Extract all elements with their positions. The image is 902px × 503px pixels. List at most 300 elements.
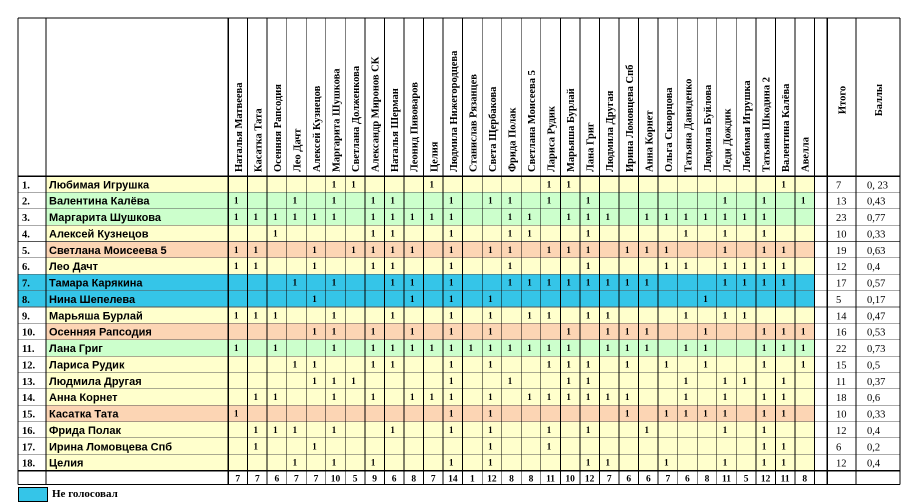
vote-mark: 1 bbox=[566, 326, 571, 337]
row-name: Валентина Калёва bbox=[49, 195, 150, 208]
row-number: 14. bbox=[22, 393, 36, 405]
table-row bbox=[18, 225, 900, 241]
column-total: 6 bbox=[274, 474, 280, 485]
table-row bbox=[18, 340, 900, 356]
vote-mark: 1 bbox=[546, 277, 552, 288]
vote-mark: 1 bbox=[605, 392, 610, 403]
vote-mark: 1 bbox=[390, 343, 395, 354]
row-name: Марьяша Бурлай bbox=[49, 310, 143, 323]
legend-label: Не голосовал bbox=[52, 488, 118, 500]
vote-mark: 1 bbox=[585, 261, 591, 272]
column-total: 8 bbox=[528, 474, 534, 485]
vote-mark: 1 bbox=[331, 326, 337, 337]
vote-mark: 1 bbox=[527, 228, 532, 239]
voter-header: Людмила Другая bbox=[605, 90, 617, 172]
vote-mark: 1 bbox=[761, 228, 767, 239]
row-fill bbox=[46, 323, 815, 339]
row-score: 0,4 bbox=[867, 458, 881, 470]
vote-mark: 1 bbox=[546, 195, 552, 206]
voter-header: Лео Дачт bbox=[292, 128, 304, 172]
voter-header: Касатка Тата bbox=[253, 108, 265, 172]
row-name: Тамара Карякина bbox=[49, 277, 143, 290]
vote-mark: 1 bbox=[761, 392, 767, 403]
voter-header: Авелла bbox=[800, 137, 812, 172]
vote-mark: 1 bbox=[683, 408, 689, 419]
column-total: 9 bbox=[372, 474, 377, 485]
row-total: 6 bbox=[836, 442, 842, 454]
column-total: 5 bbox=[352, 474, 358, 485]
row-total: 5 bbox=[836, 294, 842, 306]
column-total: 11 bbox=[546, 474, 556, 485]
row-fill bbox=[46, 307, 815, 323]
vote-mark: 1 bbox=[781, 441, 786, 452]
vote-mark: 1 bbox=[234, 310, 239, 321]
vote-mark: 1 bbox=[722, 310, 728, 321]
vote-mark: 1 bbox=[703, 293, 708, 304]
row-number: 7. bbox=[22, 278, 30, 290]
vote-mark: 1 bbox=[761, 359, 767, 370]
vote-mark: 1 bbox=[409, 326, 415, 337]
column-total: 6 bbox=[645, 474, 651, 485]
column-total: 8 bbox=[509, 474, 514, 485]
vote-mark: 1 bbox=[644, 277, 650, 288]
vote-mark: 1 bbox=[625, 392, 630, 403]
vote-mark: 1 bbox=[722, 277, 728, 288]
vote-mark: 1 bbox=[585, 195, 591, 206]
vote-mark: 1 bbox=[468, 343, 474, 354]
row-name: Людмила Другая bbox=[49, 375, 142, 388]
vote-mark: 1 bbox=[527, 343, 532, 354]
row-score: 0, 23 bbox=[867, 180, 888, 192]
vote-mark: 1 bbox=[449, 261, 454, 272]
vote-mark: 1 bbox=[781, 326, 786, 337]
vote-mark: 1 bbox=[449, 244, 454, 255]
vote-mark: 1 bbox=[312, 244, 317, 255]
vote-mark: 1 bbox=[703, 359, 708, 370]
vote-mark: 1 bbox=[312, 441, 317, 452]
voter-header: Наталья Шерман bbox=[390, 88, 402, 172]
vote-mark: 1 bbox=[351, 179, 356, 190]
row-number: 8. bbox=[22, 294, 30, 306]
vote-mark: 1 bbox=[449, 293, 454, 304]
row-name: Лана Григ bbox=[49, 343, 103, 356]
vote-mark: 1 bbox=[253, 392, 259, 403]
vote-mark: 1 bbox=[703, 212, 708, 223]
vote-mark: 1 bbox=[644, 326, 650, 337]
row-number: 11. bbox=[22, 344, 35, 356]
vote-mark: 1 bbox=[449, 375, 454, 386]
row-name: Маргарита Шушкова bbox=[49, 212, 162, 225]
vote-mark: 1 bbox=[488, 244, 493, 255]
vote-mark: 1 bbox=[761, 457, 767, 468]
vote-mark: 1 bbox=[546, 343, 552, 354]
voter-header: Людмила Нижегородцева bbox=[448, 50, 460, 172]
voter-header: Осенняя Рапсодия bbox=[272, 84, 284, 172]
column-total: 14 bbox=[448, 474, 458, 485]
row-score: 0,37 bbox=[867, 376, 886, 388]
column-total: 7 bbox=[606, 474, 612, 485]
vote-mark: 1 bbox=[683, 392, 689, 403]
table-row bbox=[18, 405, 900, 421]
vote-mark: 1 bbox=[370, 261, 376, 272]
column-total: 8 bbox=[704, 474, 710, 485]
column-total: 6 bbox=[391, 474, 397, 485]
vote-mark: 1 bbox=[331, 277, 337, 288]
row-number: 13. bbox=[22, 376, 36, 388]
voter-header: Валентина Калёва bbox=[781, 83, 793, 172]
vote-mark: 1 bbox=[273, 392, 278, 403]
header-total: Итого bbox=[837, 85, 849, 115]
vote-mark: 1 bbox=[566, 179, 571, 190]
vote-mark: 1 bbox=[409, 277, 415, 288]
vote-mark: 1 bbox=[566, 277, 571, 288]
column-total: 8 bbox=[411, 474, 417, 485]
vote-mark: 1 bbox=[488, 293, 493, 304]
row-total: 19 bbox=[836, 245, 847, 257]
table-row bbox=[18, 372, 900, 388]
vote-mark: 1 bbox=[781, 408, 786, 419]
vote-mark: 1 bbox=[546, 359, 552, 370]
table-row bbox=[18, 291, 900, 307]
vote-mark: 1 bbox=[429, 179, 434, 190]
row-fill bbox=[46, 225, 815, 241]
vote-mark: 1 bbox=[234, 195, 239, 206]
row-score: 0,6 bbox=[867, 393, 881, 405]
voter-header: Светлана Моисеева 5 bbox=[527, 70, 539, 172]
vote-mark: 1 bbox=[234, 244, 239, 255]
vote-mark: 1 bbox=[507, 212, 513, 223]
vote-mark: 1 bbox=[761, 195, 767, 206]
vote-mark: 1 bbox=[449, 212, 454, 223]
vote-mark: 1 bbox=[722, 244, 728, 255]
row-score: 0,73 bbox=[867, 344, 886, 356]
vote-mark: 1 bbox=[546, 441, 552, 452]
vote-mark: 1 bbox=[331, 392, 337, 403]
vote-mark: 1 bbox=[449, 310, 454, 321]
voter-header: Лана Григ bbox=[585, 122, 597, 172]
vote-mark: 1 bbox=[800, 359, 806, 370]
vote-mark: 1 bbox=[488, 195, 493, 206]
vote-mark: 1 bbox=[742, 212, 747, 223]
vote-mark: 1 bbox=[488, 441, 493, 452]
row-score: 0,43 bbox=[867, 196, 886, 208]
vote-mark: 1 bbox=[781, 343, 786, 354]
vote-mark: 1 bbox=[449, 457, 454, 468]
vote-mark: 1 bbox=[390, 261, 395, 272]
vote-mark: 1 bbox=[507, 261, 513, 272]
vote-mark: 1 bbox=[781, 375, 786, 386]
voter-header: Светлана Долженкова bbox=[351, 65, 363, 172]
vote-mark: 1 bbox=[292, 359, 298, 370]
row-number: 4. bbox=[22, 229, 30, 241]
voter-header: Целия bbox=[429, 141, 441, 172]
vote-mark: 1 bbox=[331, 212, 337, 223]
voter-header: Маргарита Шушкова bbox=[331, 68, 343, 172]
vote-mark: 1 bbox=[488, 424, 493, 435]
vote-mark: 1 bbox=[488, 359, 493, 370]
vote-mark: 1 bbox=[664, 359, 669, 370]
row-total: 14 bbox=[836, 311, 847, 323]
vote-mark: 1 bbox=[605, 212, 610, 223]
vote-mark: 1 bbox=[488, 457, 493, 468]
vote-mark: 1 bbox=[253, 261, 259, 272]
vote-mark: 1 bbox=[703, 408, 708, 419]
row-number: 18. bbox=[22, 458, 36, 470]
vote-mark: 1 bbox=[507, 244, 513, 255]
vote-mark: 1 bbox=[683, 212, 689, 223]
row-total: 22 bbox=[836, 344, 847, 356]
row-total: 16 bbox=[836, 327, 847, 339]
vote-mark: 1 bbox=[312, 261, 317, 272]
table-row bbox=[18, 176, 900, 192]
vote-mark: 1 bbox=[370, 359, 376, 370]
vote-mark: 1 bbox=[761, 326, 767, 337]
row-fill bbox=[46, 192, 815, 208]
voter-header: Алексей Кузнецов bbox=[311, 85, 323, 172]
vote-mark: 1 bbox=[585, 424, 591, 435]
vote-mark: 1 bbox=[390, 244, 395, 255]
vote-mark: 1 bbox=[488, 310, 493, 321]
vote-mark: 1 bbox=[390, 359, 395, 370]
row-number: 15. bbox=[22, 409, 36, 421]
vote-mark: 1 bbox=[331, 179, 337, 190]
vote-mark: 1 bbox=[683, 375, 689, 386]
header-score: Баллы bbox=[874, 83, 885, 117]
row-total: 17 bbox=[836, 278, 847, 290]
row-total: 18 bbox=[836, 393, 847, 405]
vote-mark: 1 bbox=[429, 212, 434, 223]
voter-header: Татьяна Давиденко bbox=[683, 78, 695, 172]
table-row bbox=[18, 356, 900, 372]
vote-mark: 1 bbox=[449, 277, 454, 288]
vote-mark: 1 bbox=[683, 228, 689, 239]
row-number: 12. bbox=[22, 360, 36, 372]
row-total: 10 bbox=[836, 409, 847, 421]
vote-mark: 1 bbox=[703, 326, 708, 337]
vote-mark: 1 bbox=[664, 457, 669, 468]
column-total: 10 bbox=[565, 474, 575, 485]
vote-mark: 1 bbox=[312, 375, 317, 386]
vote-mark: 1 bbox=[761, 277, 767, 288]
vote-mark: 1 bbox=[585, 359, 591, 370]
vote-mark: 1 bbox=[331, 343, 337, 354]
row-score: 0,17 bbox=[867, 294, 886, 306]
vote-mark: 1 bbox=[585, 277, 591, 288]
vote-mark: 1 bbox=[546, 424, 552, 435]
row-total: 12 bbox=[836, 458, 847, 470]
column-total: 12 bbox=[487, 474, 497, 485]
row-fill bbox=[46, 274, 815, 290]
vote-mark: 1 bbox=[625, 326, 630, 337]
vote-mark: 1 bbox=[625, 408, 630, 419]
vote-mark: 1 bbox=[331, 457, 337, 468]
column-total: 8 bbox=[802, 474, 808, 485]
vote-mark: 1 bbox=[527, 277, 532, 288]
row-score: 0,33 bbox=[867, 229, 886, 241]
row-number: 3. bbox=[22, 213, 30, 225]
vote-mark: 1 bbox=[409, 212, 415, 223]
vote-mark: 1 bbox=[370, 457, 376, 468]
vote-mark: 1 bbox=[449, 359, 454, 370]
vote-mark: 1 bbox=[449, 408, 454, 419]
vote-mark: 1 bbox=[722, 261, 728, 272]
row-total: 11 bbox=[836, 376, 847, 388]
row-name: Касатка Тата bbox=[49, 408, 119, 421]
vote-mark: 1 bbox=[625, 277, 630, 288]
vote-mark: 1 bbox=[742, 310, 747, 321]
legend bbox=[18, 487, 118, 501]
row-score: 0,77 bbox=[867, 213, 886, 225]
vote-mark: 1 bbox=[761, 212, 767, 223]
vote-mark: 1 bbox=[722, 424, 728, 435]
row-total: 10 bbox=[836, 229, 847, 241]
vote-mark: 1 bbox=[761, 343, 767, 354]
vote-mark: 1 bbox=[409, 343, 415, 354]
vote-mark: 1 bbox=[722, 195, 728, 206]
table-row bbox=[18, 192, 900, 208]
vote-mark: 1 bbox=[625, 359, 630, 370]
vote-mark: 1 bbox=[370, 244, 376, 255]
row-score: 0,53 bbox=[867, 327, 886, 339]
vote-mark: 1 bbox=[370, 392, 376, 403]
row-total: 12 bbox=[836, 262, 847, 274]
vote-mark: 1 bbox=[664, 261, 669, 272]
vote-mark: 1 bbox=[585, 392, 591, 403]
vote-mark: 1 bbox=[409, 392, 415, 403]
vote-mark: 1 bbox=[370, 228, 376, 239]
vote-mark: 1 bbox=[605, 457, 610, 468]
voter-header: Ирина Ломовцева Спб bbox=[624, 64, 636, 172]
row-name: Фрида Полак bbox=[49, 424, 121, 437]
vote-mark: 1 bbox=[234, 212, 239, 223]
vote-mark: 1 bbox=[742, 261, 747, 272]
column-total: 11 bbox=[722, 474, 732, 485]
vote-mark: 1 bbox=[644, 424, 650, 435]
vote-mark: 1 bbox=[566, 212, 571, 223]
vote-mark: 1 bbox=[585, 228, 591, 239]
row-fill bbox=[46, 291, 815, 307]
vote-mark: 1 bbox=[742, 375, 747, 386]
vote-mark: 1 bbox=[273, 424, 278, 435]
vote-mark: 1 bbox=[546, 179, 552, 190]
voter-header: Александр Миронов СК bbox=[370, 56, 382, 172]
vote-mark: 1 bbox=[390, 310, 395, 321]
row-number: 17. bbox=[22, 442, 36, 454]
row-fill bbox=[46, 454, 815, 470]
vote-mark: 1 bbox=[722, 457, 728, 468]
vote-mark: 1 bbox=[449, 228, 454, 239]
vote-mark: 1 bbox=[683, 343, 689, 354]
column-total: 11 bbox=[780, 474, 790, 485]
vote-mark: 1 bbox=[761, 408, 767, 419]
row-number: 9. bbox=[22, 311, 30, 323]
table-row bbox=[18, 389, 900, 405]
vote-mark: 1 bbox=[703, 343, 708, 354]
vote-mark: 1 bbox=[781, 277, 786, 288]
table-row bbox=[18, 258, 900, 274]
vote-mark: 1 bbox=[625, 244, 630, 255]
vote-mark: 1 bbox=[546, 244, 552, 255]
vote-mark: 1 bbox=[566, 359, 571, 370]
vote-mark: 1 bbox=[664, 212, 669, 223]
vote-mark: 1 bbox=[292, 212, 298, 223]
legend-color-swatch bbox=[18, 487, 48, 502]
vote-mark: 1 bbox=[449, 424, 454, 435]
column-total: 7 bbox=[430, 474, 436, 485]
row-number: 10. bbox=[22, 327, 36, 339]
voter-header: Наталья Матвеева bbox=[233, 82, 245, 172]
voter-header: Марьяша Бурлай bbox=[566, 88, 578, 172]
vote-mark: 1 bbox=[761, 424, 767, 435]
vote-mark: 1 bbox=[449, 326, 454, 337]
voter-header: Леонид Пивоваров bbox=[409, 82, 421, 172]
vote-mark: 1 bbox=[390, 212, 395, 223]
vote-mark: 1 bbox=[234, 343, 239, 354]
column-total: 12 bbox=[760, 474, 771, 485]
vote-mark: 1 bbox=[605, 326, 610, 337]
row-name: Анна Корнет bbox=[49, 392, 118, 405]
vote-mark: 1 bbox=[507, 375, 513, 386]
vote-mark: 1 bbox=[331, 310, 337, 321]
vote-mark: 1 bbox=[273, 228, 278, 239]
vote-mark: 1 bbox=[683, 310, 689, 321]
vote-mark: 1 bbox=[800, 343, 806, 354]
row-fill bbox=[46, 422, 815, 438]
row-number: 5. bbox=[22, 245, 30, 257]
column-total: 7 bbox=[294, 474, 299, 485]
vote-mark: 1 bbox=[566, 244, 571, 255]
vote-mark: 1 bbox=[253, 244, 259, 255]
row-score: 0,47 bbox=[867, 311, 886, 323]
column-total: 1 bbox=[470, 474, 475, 485]
row-fill bbox=[46, 356, 815, 372]
voter-header: Лариса Рудик bbox=[546, 105, 558, 172]
vote-mark: 1 bbox=[781, 392, 786, 403]
voter-header: Любимая Игрушка bbox=[742, 80, 754, 172]
vote-mark: 1 bbox=[331, 424, 337, 435]
vote-mark: 1 bbox=[351, 375, 356, 386]
vote-mark: 1 bbox=[273, 343, 278, 354]
vote-mark: 1 bbox=[449, 195, 454, 206]
vote-mark: 1 bbox=[527, 310, 532, 321]
vote-mark: 1 bbox=[644, 212, 650, 223]
vote-mark: 1 bbox=[742, 277, 747, 288]
vote-mark: 1 bbox=[566, 375, 571, 386]
vote-mark: 1 bbox=[488, 326, 493, 337]
voter-header: Станислав Рязанцев bbox=[468, 74, 480, 172]
row-score: 0,2 bbox=[867, 442, 881, 454]
row-name: Осенняя Рапсодия bbox=[49, 326, 152, 339]
vote-mark: 1 bbox=[781, 261, 786, 272]
voter-header: Света Щербакова bbox=[487, 86, 499, 172]
row-name: Лариса Рудик bbox=[49, 359, 125, 372]
vote-mark: 1 bbox=[683, 261, 689, 272]
voter-header: Ольга Скворцова bbox=[663, 87, 675, 172]
column-total: 6 bbox=[626, 474, 632, 485]
vote-mark: 1 bbox=[409, 244, 415, 255]
table-row bbox=[18, 454, 900, 470]
row-number: 2. bbox=[22, 196, 30, 208]
vote-mark: 1 bbox=[253, 212, 259, 223]
voter-header: Анна Корнет bbox=[644, 110, 656, 172]
row-total: 13 bbox=[836, 196, 847, 208]
vote-mark: 1 bbox=[292, 277, 298, 288]
row-total: 12 bbox=[836, 425, 847, 437]
vote-mark: 1 bbox=[507, 228, 513, 239]
vote-mark: 1 bbox=[331, 195, 337, 206]
vote-mark: 1 bbox=[312, 326, 317, 337]
row-name: Нина Шепелева bbox=[49, 293, 136, 306]
